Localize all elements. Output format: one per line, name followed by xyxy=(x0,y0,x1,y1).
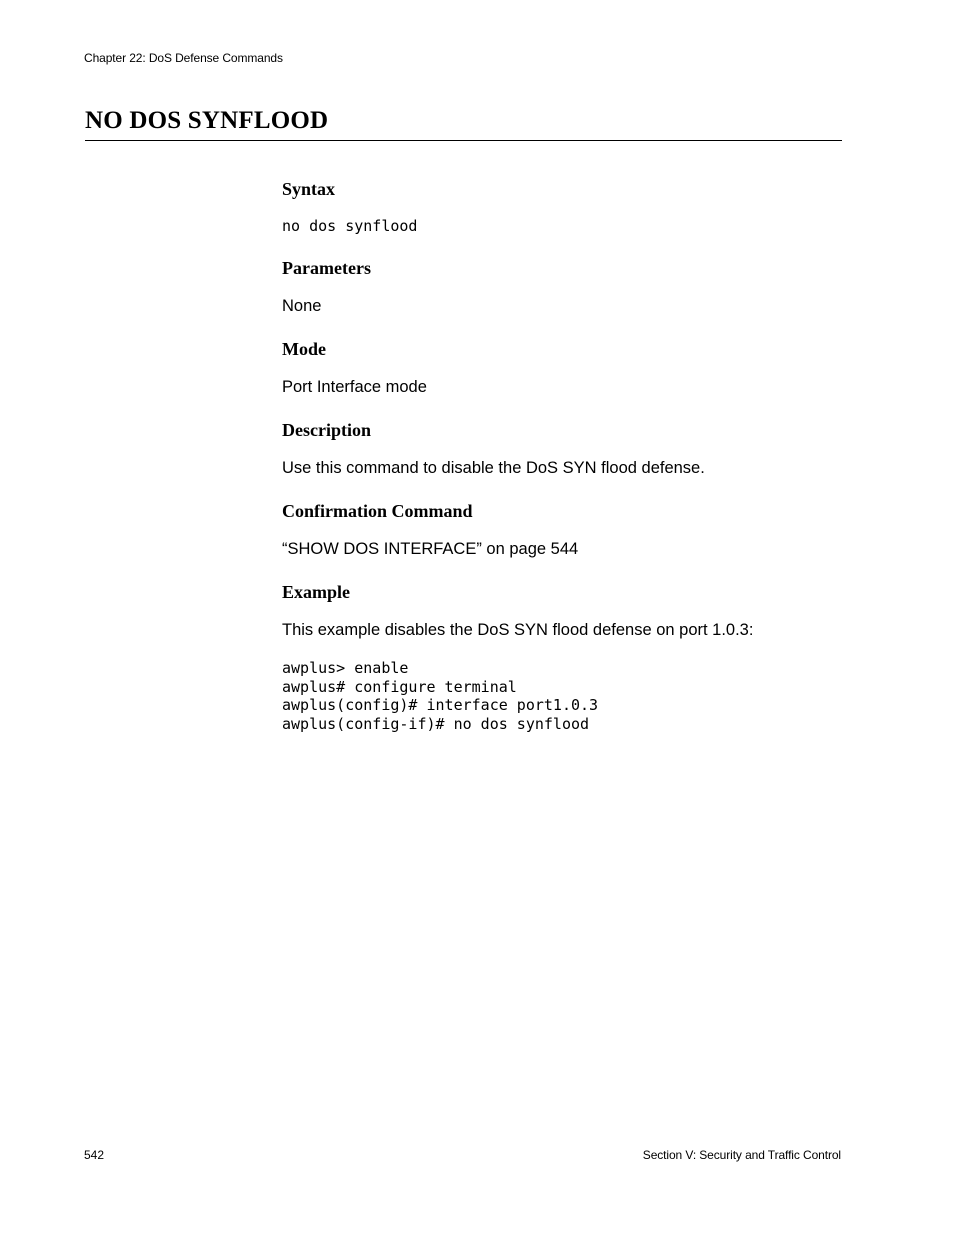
running-footer: Section V: Security and Traffic Control xyxy=(642,1148,841,1162)
description-heading: Description xyxy=(282,420,371,440)
example-text: This example disables the DoS SYN flood defense on port 1.0.3: xyxy=(282,621,754,639)
example-code-line-1: awplus> enable xyxy=(282,659,409,677)
parameters-text: None xyxy=(282,297,322,315)
mode-text: Port Interface mode xyxy=(282,378,427,396)
example-heading: Example xyxy=(282,582,351,602)
description-text: Use this command to disable the DoS SYN flood defense. xyxy=(282,459,705,477)
page-number: 542 xyxy=(84,1148,105,1162)
mode-heading: Mode xyxy=(282,339,326,359)
example-code-line-4: awplus(config-if)# no dos synflood xyxy=(282,715,590,734)
title-divider xyxy=(85,140,842,141)
parameters-heading: Parameters xyxy=(282,258,371,278)
example-code-line-2: awplus# configure terminal xyxy=(282,677,517,696)
confirmation-heading: Confirmation Command xyxy=(282,501,473,521)
running-header: Chapter 22: DoS Defense Commands xyxy=(84,51,283,65)
example-code-line-3: awplus(config)# interface port1.0.3 xyxy=(282,696,599,715)
page-title: NO DOS SYNFLOOD xyxy=(85,107,329,134)
syntax-code: no dos synflood xyxy=(282,217,418,235)
show-dos-interface-link[interactable]: “SHOW DOS INTERFACE” on page 544 xyxy=(282,540,579,558)
confirmation-text xyxy=(282,540,578,559)
syntax-heading: Syntax xyxy=(282,179,336,199)
